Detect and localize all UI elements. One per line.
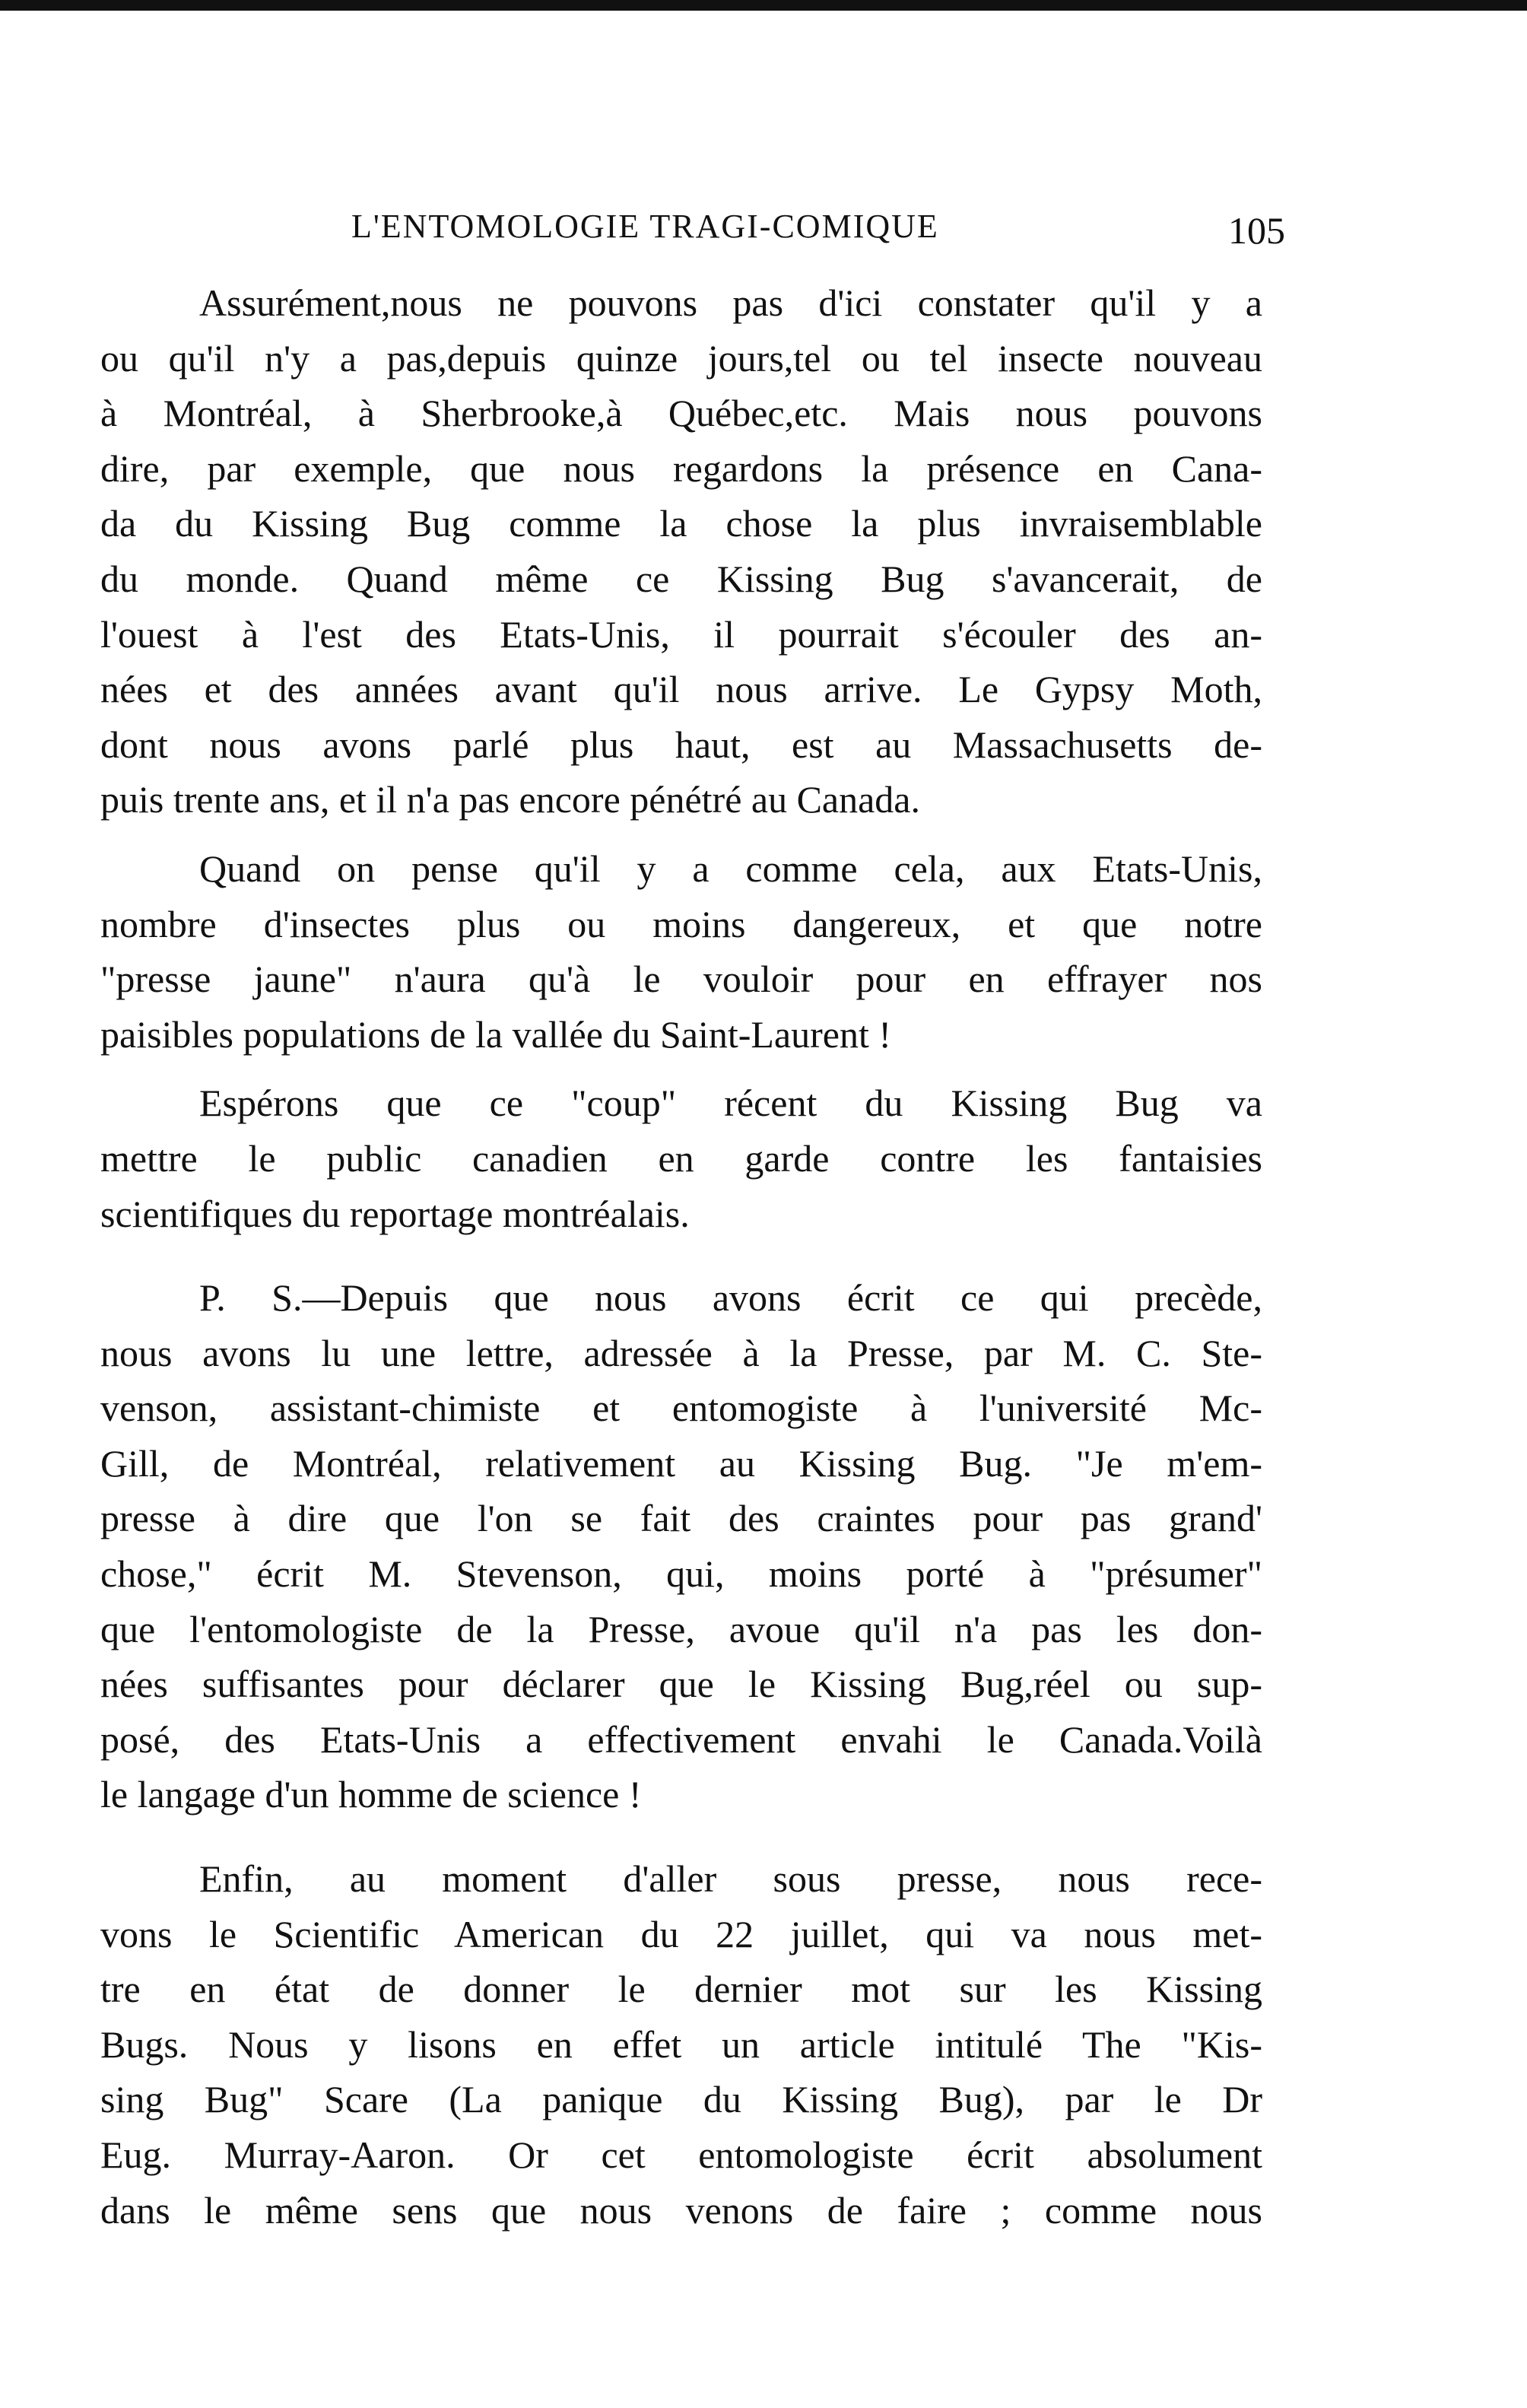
paragraph-2 xyxy=(100,841,1262,1062)
text-line: l'ouest à l'est des Etats-Unis, il pourrait s'écouler des an- xyxy=(100,612,1262,656)
paragraph-postscript xyxy=(100,1270,1262,1822)
text-line: venson, assistant-chimiste et entomogiste à l'université Mc- xyxy=(100,1387,1262,1430)
text-line: ou qu'il n'y a pas,depuis quinze jours,tel ou tel insecte nouveau xyxy=(100,336,1262,380)
text-line: Quand on pense qu'il y a comme cela, aux Etats-Unis, xyxy=(199,847,1262,890)
text-line: paisibles populations de la vallée du Saint-Laurent ! xyxy=(100,1012,891,1056)
page-header xyxy=(183,207,1285,260)
text-line: dans le même sens que nous venons de faire ; comme nous xyxy=(100,2188,1262,2232)
text-line: vons le Scientific American du 22 juillet, qui va nous met- xyxy=(100,1912,1262,1955)
text-line: Gill, de Montréal, relativement au Kissing Bug. "Je m'em- xyxy=(100,1441,1262,1485)
text-line: dire, par exemple, que nous regardons la présence en Cana- xyxy=(100,446,1262,490)
text-line: Espérons que ce "coup" récent du Kissing Bug va xyxy=(199,1082,1262,1125)
text-line: nées suffisantes pour déclarer que le Kissing Bug,réel ou sup- xyxy=(100,1663,1262,1706)
paragraph-1 xyxy=(100,275,1262,828)
text-line: scientifiques du reportage montréalais. xyxy=(100,1192,690,1235)
page-number: 105 xyxy=(1228,209,1285,252)
text-line: presse à dire que l'on se fait des craintes pour pas grand' xyxy=(100,1497,1262,1540)
paragraph-5 xyxy=(100,1851,1262,2238)
text-line: mettre le public canadien en garde contre les fantaisies xyxy=(100,1136,1262,1180)
text-line: Bugs. Nous y lisons en effet un article intitulé The "Kis- xyxy=(100,2022,1262,2066)
text-line: "presse jaune" n'aura qu'à le vouloir pour en effrayer nos xyxy=(100,958,1262,1001)
text-line: que l'entomologiste de la Presse, avoue qu'il n'a pas les don- xyxy=(100,1607,1262,1650)
paragraph-3 xyxy=(100,1075,1262,1241)
text-line: da du Kissing Bug comme la chose la plus invraisemblable xyxy=(100,502,1262,545)
text-line: puis trente ans, et il n'a pas encore pénétré au Canada. xyxy=(100,778,921,821)
text-line: nombre d'insectes plus ou moins dangereux, et que notre xyxy=(100,902,1262,945)
text-line: Assurément,nous ne pouvons pas d'ici constater qu'il y a xyxy=(199,281,1262,324)
text-line: Enfin, au moment d'aller sous presse, nous rece- xyxy=(199,1857,1262,1901)
text-line: dont nous avons parlé plus haut, est au Massachusetts de- xyxy=(100,723,1262,766)
text-line: nous avons lu une lettre, adressée à la Presse, par M. C. Ste- xyxy=(100,1331,1262,1374)
text-line: chose," écrit M. Stevenson, qui, moins porté à "présumer" xyxy=(100,1552,1262,1596)
top-border-rule xyxy=(0,0,1527,11)
text-line: du monde. Quand même ce Kissing Bug s'avancerait, de xyxy=(100,557,1262,600)
text-line: sing Bug" Scare (La panique du Kissing Bug), par le Dr xyxy=(100,2078,1262,2121)
text-line: Eug. Murray-Aaron. Or cet entomologiste écrit absolument xyxy=(100,2133,1262,2176)
text-line: nées et des années avant qu'il nous arrive. Le Gypsy Moth, xyxy=(100,668,1262,711)
text-line: tre en état de donner le dernier mot sur les Kissing xyxy=(100,1968,1262,2011)
text-line: le langage d'un homme de science ! xyxy=(100,1773,642,1816)
text-line: P. S.—Depuis que nous avons écrit ce qui precède, xyxy=(199,1276,1262,1320)
body-text xyxy=(100,275,1262,2251)
text-line: à Montréal, à Sherbrooke,à Québec,etc. Mais nous pouvons xyxy=(100,392,1262,435)
text-line: posé, des Etats-Unis a effectivement envahi le Canada.Voilà xyxy=(100,1717,1262,1761)
running-head: L'ENTOMOLOGIE TRAGI-COMIQUE xyxy=(351,208,939,245)
